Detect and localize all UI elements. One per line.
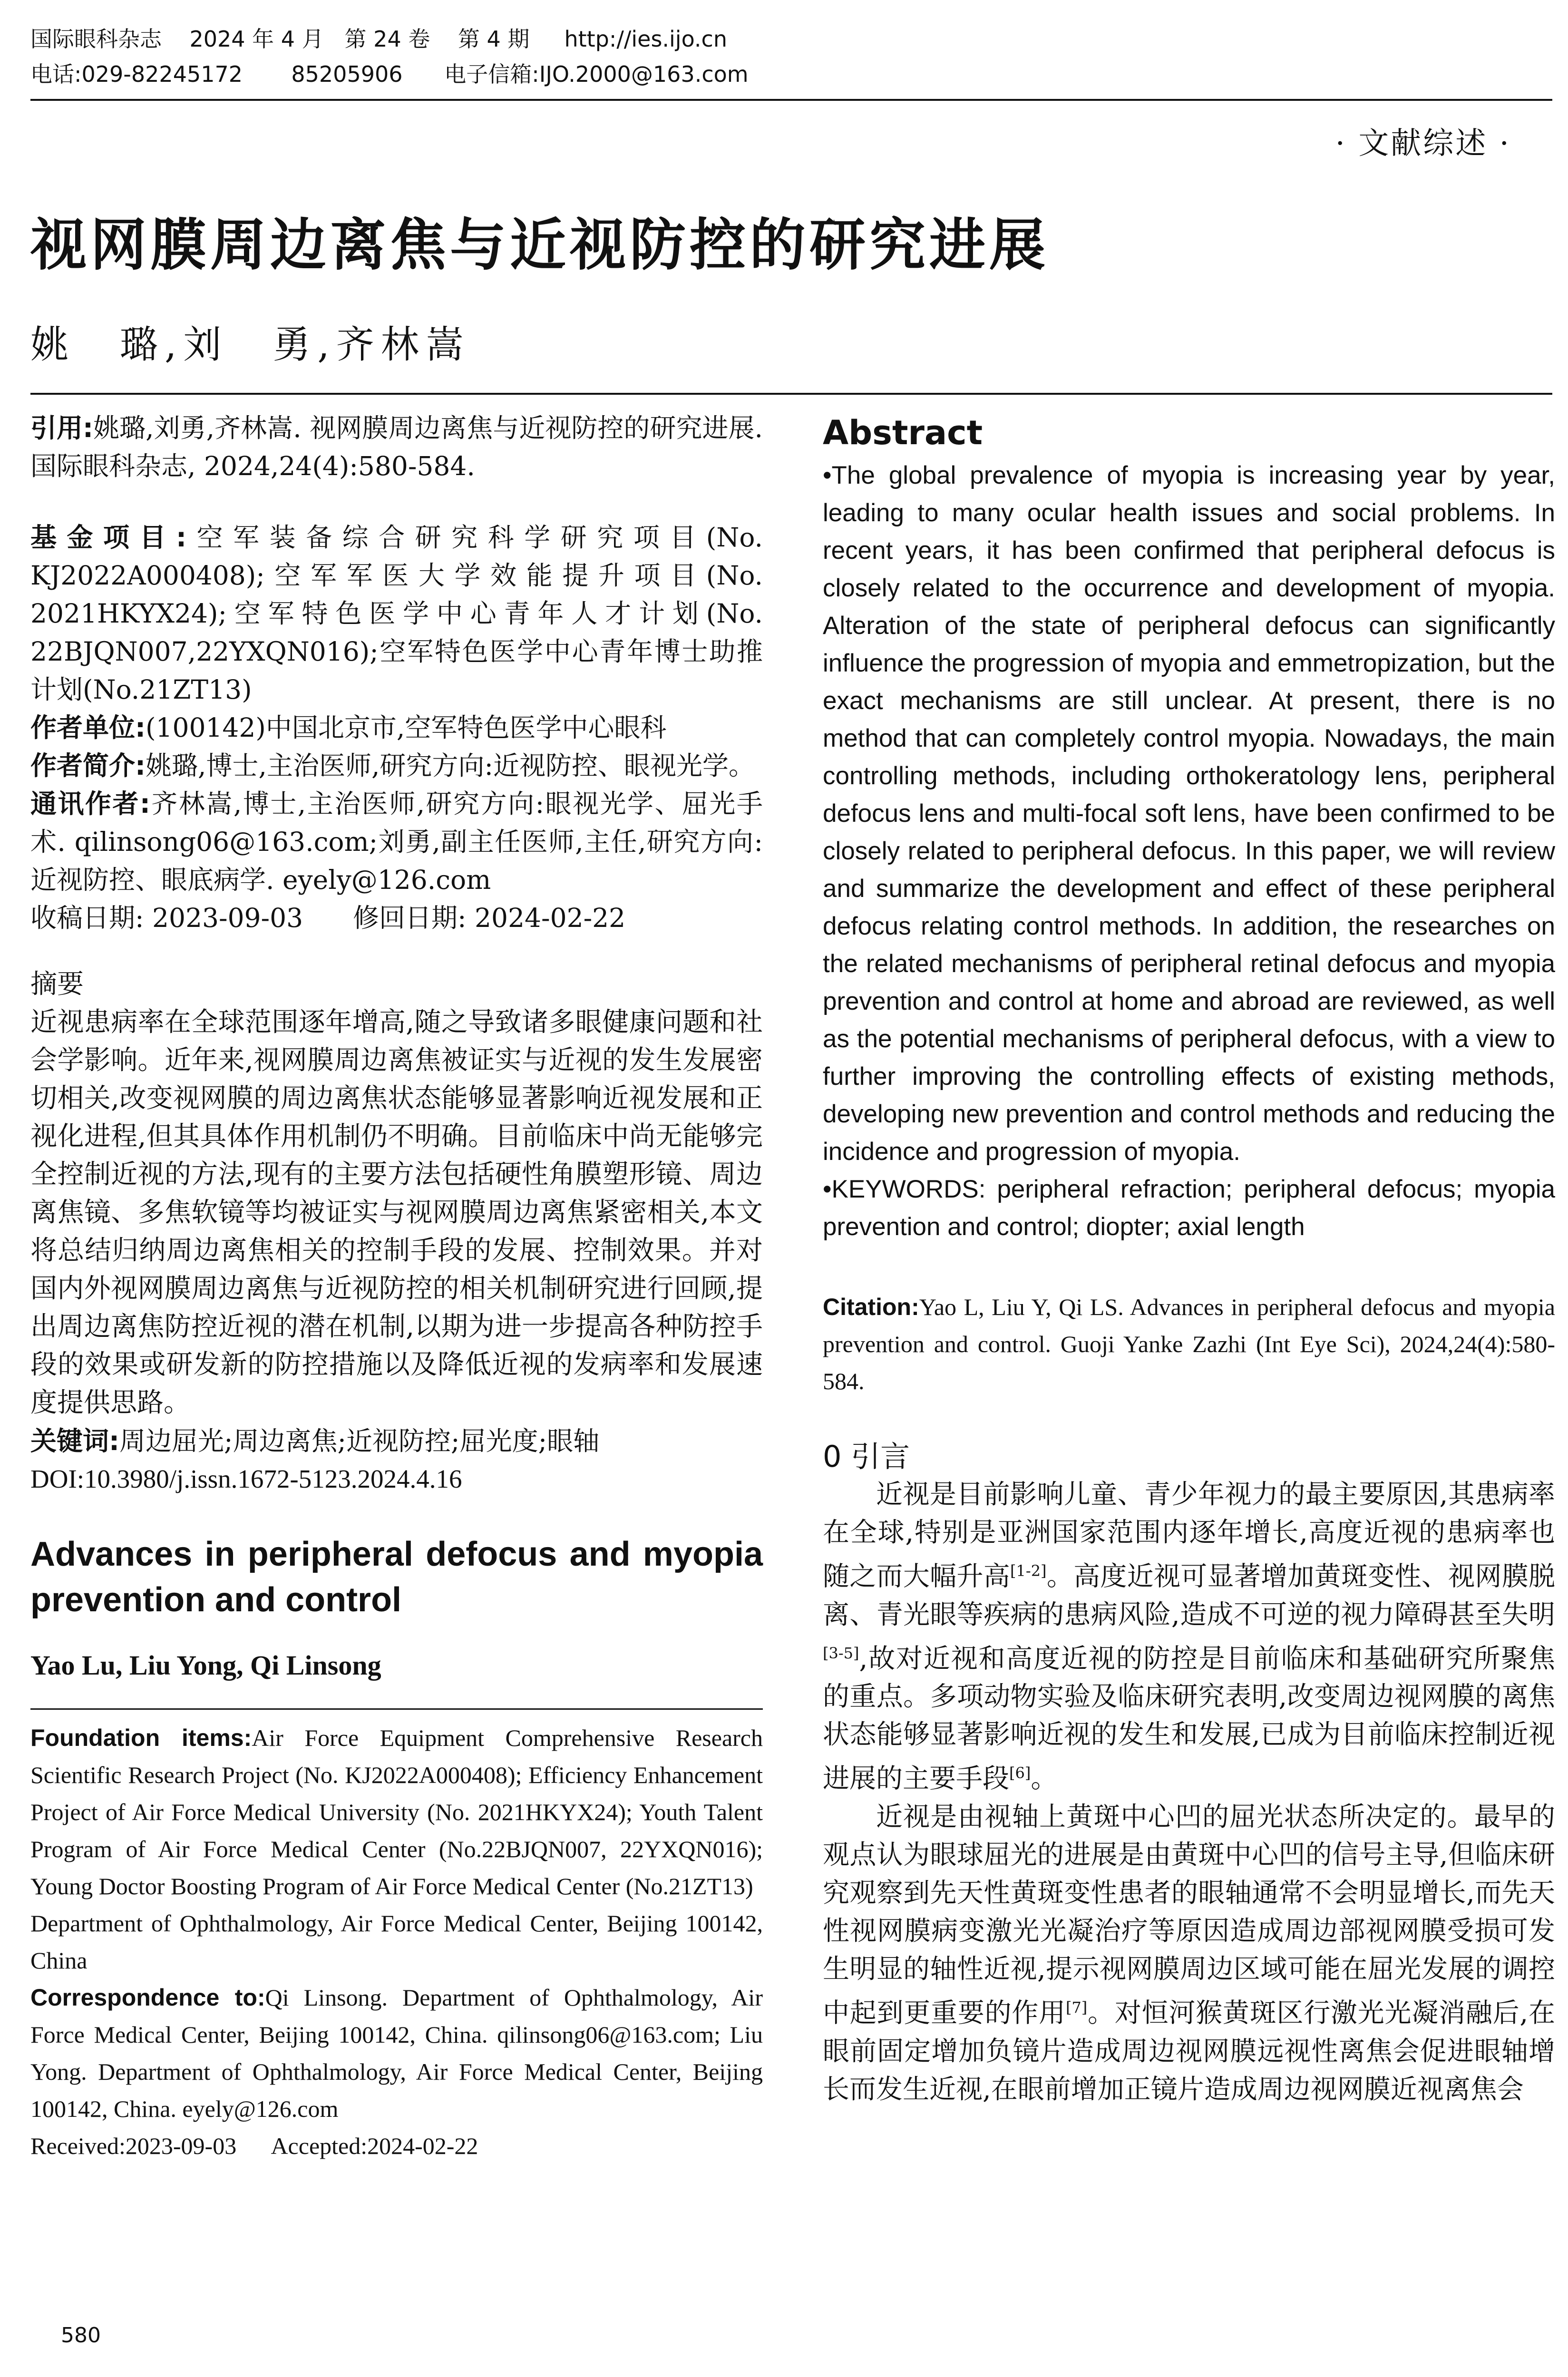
citation-text: 姚璐,刘勇,齐林嵩. 视网膜周边离焦与近视防控的研究进展. 国际眼科杂志, 2024,24(4):580-584. bbox=[30, 413, 763, 481]
p1-text-c: ,故对近视和高度近视的防控是目前临床和基础研究所聚焦的重点。多项动物实验及临床研究表明,改变周边视网膜的离焦状态能够显著影响近视的发生和发展,已成为目前临床控制近视进展的主要手段 bbox=[823, 1643, 1555, 1794]
doi: DOI:10.3980/j.issn.1672-5123.2024.4.16 bbox=[30, 1464, 462, 1493]
author-list: 姚 璐,刘 勇,齐林嵩 bbox=[30, 322, 470, 367]
p1-text-a: 近视是目前影响儿童、青少年视力的最主要原因,其患病率在全球,特别是亚洲国家范围内逐年增长,高度近视的患病率也随之而大幅升高 bbox=[823, 1479, 1555, 1592]
journal-header-line1: 国际眼科杂志 2024 年 4 月 第 24 卷 第 4 期 http://ies.ijo.cn bbox=[30, 26, 727, 52]
english-title: Advances in peripheral defocus and myopia prevention and control bbox=[30, 1535, 763, 1619]
p1-text-d: 。 bbox=[1031, 1763, 1058, 1794]
title-divider bbox=[30, 393, 1552, 395]
left-column bbox=[30, 409, 763, 2164]
correspondence-text: Qi Linsong. Department of Ophthalmology, Air Force Medical Center, Beijing 100142, China. qilinsong06@163.com; Liu Yong. Department of Ophthalmology, Air Force Medical Center, Beijing 100142, China. eyely@126.com bbox=[30, 1984, 763, 2122]
intro-paragraph-2 bbox=[823, 1798, 1555, 2109]
received-accepted-dates: Received:2023-09-03 Accepted:2024-02-22 bbox=[30, 2133, 478, 2159]
received-revised-dates: 收稿日期: 2023-09-03 修回日期: 2024-02-22 bbox=[30, 903, 626, 933]
foundation-label: Foundation items: bbox=[30, 1724, 252, 1751]
intro-paragraph-1 bbox=[823, 1476, 1555, 1798]
fund-label: 基金项目: bbox=[30, 522, 187, 553]
header-divider bbox=[30, 99, 1552, 101]
abstract-heading-cn: 摘要 bbox=[30, 969, 84, 1000]
intro-heading: 0 引言 bbox=[823, 1439, 910, 1474]
keywords-text-cn: 周边屈光;周边离焦;近视防控;屈光度;眼轴 bbox=[119, 1426, 600, 1456]
page-number: 580 bbox=[61, 2323, 101, 2348]
abstract-text-en: •The global prevalence of myopia is increasing year by year, leading to many ocular health issues and social problems. In recent years, it has been confirmed that peripheral defocus is closely related to the occurrence and development of myopia. Alteration of the state of peripheral defocus can significantly influence the progression of myopia and emmetropization, but the exact mechanisms are still unclear. At present, there is no method that can completely control myopia. Nowadays, the main controlling methods, including orthokeratology lens, peripheral defocus lens and multi-focal soft lens, have been confirmed to be closely related to peripheral defocus. In this paper, we will review and summarize the development and effect of these peripheral defocus relating control methods. In addition, the researches on the related mechanisms of peripheral retinal defocus and myopia prevention and control at home and abroad are reviewed, as well as the potential mechanisms of peripheral defocus, with a view to further improving the controlling effects of existing methods, developing new prevention and control methods and reducing the incidence and progression of myopia. bbox=[823, 461, 1555, 1166]
right-column bbox=[823, 409, 1555, 2109]
keywords-label-cn: 关键词: bbox=[30, 1426, 119, 1456]
bio-label: 作者简介: bbox=[30, 750, 146, 781]
unit-label: 作者单位: bbox=[30, 712, 146, 743]
p2-text-a: 近视是由视轴上黄斑中心凹的屈光状态所决定的。最早的观点认为眼球屈光的进展是由黄斑中心凹的信号主导,但临床研究观察到先天性黄斑变性患者的眼轴通常不会明显增长,而先天性视网膜病变激光光凝治疗等原因造成周边部视网膜受损可发生明显的轴性近视,提示视网膜周边区域可能在屈光发展的调控中起到更重要的作用 bbox=[823, 1801, 1555, 2029]
citation-text-en: Yao L, Liu Y, Qi LS. Advances in peripheral defocus and myopia prevention and control. Guoji Yanke Zazhi (Int Eye Sci), 2024,24(4):580-584. bbox=[823, 1294, 1555, 1394]
page-title: 视网膜周边离焦与近视防控的研究进展 bbox=[30, 212, 1050, 278]
abstract-heading-en: Abstract bbox=[823, 413, 983, 452]
correspondence-label: Correspondence to: bbox=[30, 1984, 265, 2011]
journal-header-line2: 电话:029-82245172 85205906 电子信箱:IJO.2000@163.com bbox=[30, 61, 749, 87]
reference-1-2[interactable]: [1-2] bbox=[1010, 1562, 1047, 1580]
citation-label: 引用: bbox=[30, 413, 94, 443]
foundation-text: Air Force Equipment Comprehensive Research Scientific Research Project (No. KJ2022A000408); Efficiency Enhancement Project of Air Force Medical University (No. 2021HKYX24); Youth Talent Program of Air Force Medical Center (No.22BJQN007, 22YXQN016); Young Doctor Boosting Program of Air Force Medical Center (No.21ZT13) bbox=[30, 1724, 763, 1900]
bio-text: 姚璐,博士,主治医师,研究方向:近视防控、眼视光学。 bbox=[146, 750, 755, 781]
citation-label-en: Citation: bbox=[823, 1294, 919, 1320]
p1-text-b: 。高度近视可显著增加黄斑变性、视网膜脱离、青光眼等疾病的患病风险,造成不可逆的视力障碍甚至失明 bbox=[823, 1561, 1556, 1630]
keywords-en: •KEYWORDS: peripheral refraction; peripheral defocus; myopia prevention and control; diopter; axial length bbox=[823, 1175, 1555, 1241]
corr-label: 通讯作者: bbox=[30, 789, 150, 819]
department-text: Department of Ophthalmology, Air Force Medical Center, Beijing 100142, China bbox=[30, 1910, 763, 1974]
p2-text-b: 。对恒河猴黄斑区行激光光凝消融后,在眼前固定增加负镜片造成周边视网膜远视性离焦会促进眼轴增长而发生近视,在眼前增加正镜片造成周边视网膜近视离焦会 bbox=[823, 1997, 1555, 2105]
unit-text: (100142)中国北京市,空军特色医学中心眼科 bbox=[146, 712, 667, 743]
reference-6[interactable]: [6] bbox=[1009, 1764, 1031, 1783]
abstract-text-cn: 近视患病率在全球范围逐年增高,随之导致诸多眼健康问题和社会学影响。近年来,视网膜周边离焦被证实与近视的发生发展密切相关,改变视网膜的周边离焦状态能够显著影响近视发展和正视化进程,但其具体作用机制仍不明确。目前临床中尚无能够完全控制近视的方法,现有的主要方法包括硬性角膜塑形镜、周边离焦镜、多焦软镜等均被证实与视网膜周边离焦紧密相关,本文将总结归纳周边离焦相关的控制手段的发展、控制效果。并对国内外视网膜周边离焦与近视防控的相关机制研究进行回顾,提出周边离焦防控近视的潜在机制,以期为进一步提高各种防控手段的效果或研发新的防控措施以及降低近视的发病率和发展速度提供思路。 bbox=[30, 1007, 763, 1418]
reference-7[interactable]: [7] bbox=[1065, 1998, 1088, 2017]
section-tag: · 文献综述 · bbox=[1335, 126, 1511, 161]
fund-text: 空军装备综合研究科学研究项目(No. KJ2022A000408);空军军医大学效能提升项目(No. 2021HKYX24);空军特色医学中心青年人才计划(No. 22BJQN007,22YXQN016);空军特色医学中心青年博士助推计划(No.21ZT13) bbox=[30, 522, 763, 705]
english-authors: Yao Lu, Liu Yong, Qi Linsong bbox=[30, 1650, 381, 1681]
corr-text: 齐林嵩,博士,主治医师,研究方向:眼视光学、屈光手术. qilinsong06@163.com;刘勇,副主任医师,主任,研究方向:近视防控、眼底病学. eyely@126.com bbox=[30, 789, 763, 895]
reference-3-5[interactable]: [3-5] bbox=[823, 1644, 859, 1662]
